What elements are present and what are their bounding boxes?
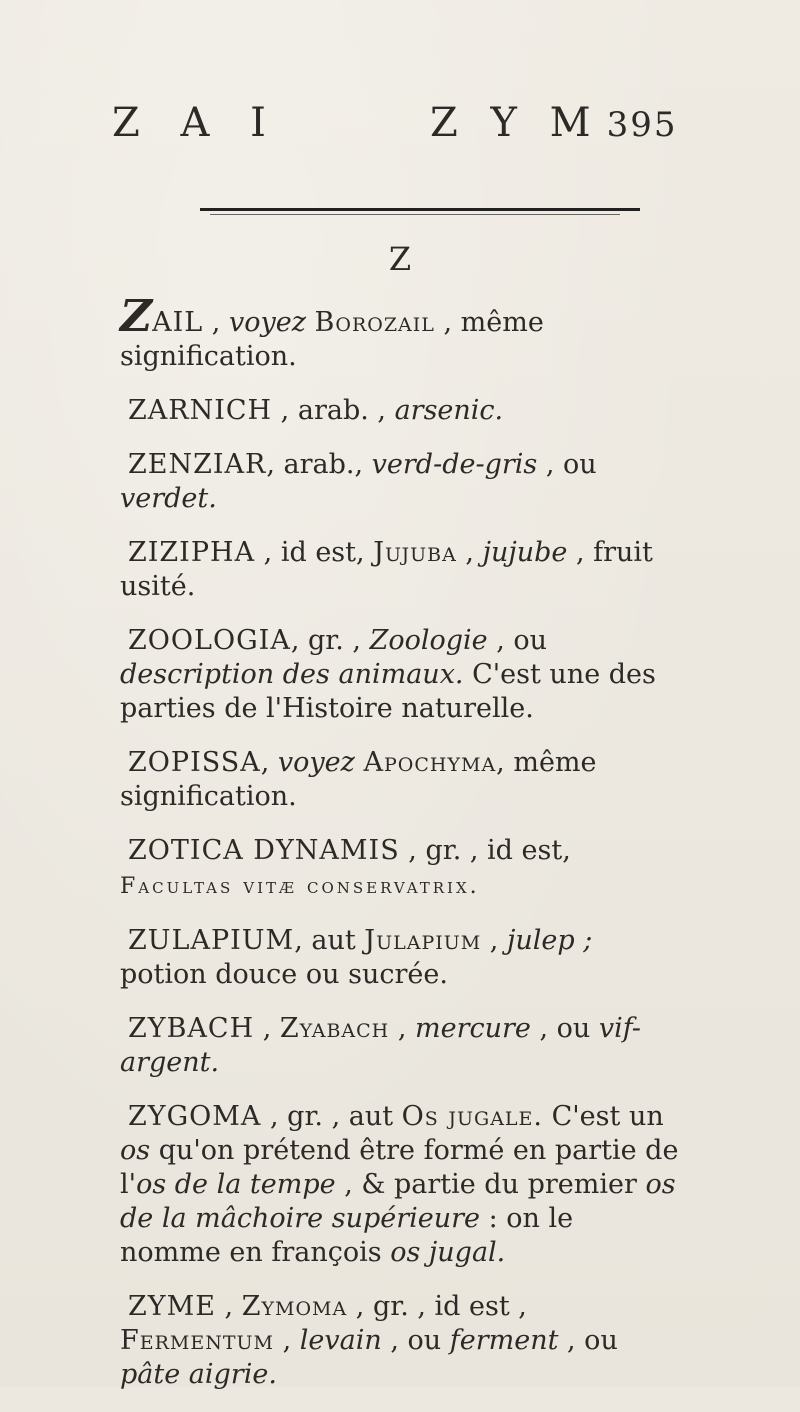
entry-zopissa: ZOPISSA, voyez Apochyma, même signification. [120, 747, 597, 812]
headword: ZOOLOGIA [128, 625, 291, 656]
entry-zail: ZAIL , voyez Borozail , même signification. [120, 291, 544, 372]
headword: ZARNICH [128, 395, 273, 426]
cross-reference: Jujuba [373, 537, 457, 568]
cross-reference: Borozail [314, 307, 435, 338]
entry-zotica-dynamis: ZOTICA DYNAMIS , gr. , id est, Facultas vitæ conservatrix. [120, 835, 571, 899]
entry-zybach: ZYBACH , Zyabach , mercure , ou vif-argent. [120, 1013, 641, 1078]
entry-zoologia: ZOOLOGIA, gr. , Zoologie , ou description des animaux. C'est une des parties de l'Histoire naturelle. [120, 625, 656, 724]
headword: ZYBACH [128, 1013, 255, 1044]
entry-zizipha: ZIZIPHA , id est, Jujuba , jujube , fruit usité. [120, 537, 653, 602]
dictionary-body [120, 291, 680, 1412]
cross-reference: Zymoma [241, 1291, 348, 1322]
header-rule-thin [210, 214, 620, 215]
cross-reference: Zyabach [279, 1013, 390, 1044]
entry-zenziar: ZENZIAR, arab., verd-de-gris , ou verdet. [120, 449, 597, 514]
headword: AIL [152, 307, 204, 338]
entry-zarnich: ZARNICH , arab. , arsenic. [128, 395, 504, 426]
headword: ZULAPIUM [128, 925, 295, 956]
page-number: 395 [606, 105, 678, 145]
headword: ZOTICA DYNAMIS [128, 835, 400, 866]
header-right [430, 100, 678, 146]
section-letter: Z [388, 240, 412, 278]
headword: ZYGOMA [128, 1101, 262, 1132]
entry-zulapium: ZULAPIUM, aut Julapium , julep ; potion douce ou sucrée. [120, 925, 593, 990]
header-left: Z A I [112, 100, 280, 146]
headword: ZIZIPHA [128, 537, 256, 568]
headword: ZENZIAR [128, 449, 267, 480]
entry-zygoma: ZYGOMA , gr. , aut Os jugale. C'est un os qu'on prétend être formé en partie de l'os de la tempe , & partie du premier os de la mâchoire supérieure : on le nomme en françois os jugal. [120, 1101, 679, 1268]
cross-reference: Os jugale. [401, 1101, 544, 1132]
cross-reference: Facultas vitæ conservatrix. [120, 874, 480, 899]
headword: ZYME [128, 1291, 216, 1322]
cross-reference: Apochyma [363, 747, 497, 778]
header-rule [200, 208, 640, 211]
drop-cap: Z [120, 291, 153, 342]
running-header [0, 100, 800, 160]
cross-reference: Fermentum [120, 1325, 274, 1356]
headword: ZOPISSA [128, 747, 261, 778]
cross-reference: Julapium [364, 925, 482, 956]
header-right-letters: Z Y M [430, 100, 601, 146]
entry-zyme: ZYME , Zymoma , gr. , id est , Fermentum , levain , ou ferment , ou pâte aigrie. [120, 1291, 618, 1390]
